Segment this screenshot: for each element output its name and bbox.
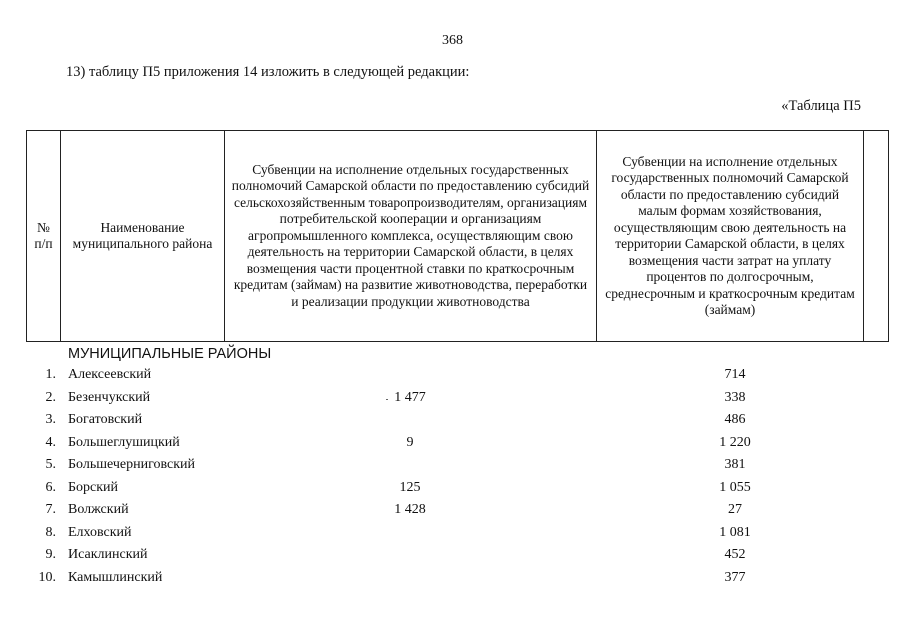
row-value-agro: 1 477 — [394, 389, 426, 405]
row-number: 3. — [45, 412, 56, 427]
row-value-small-business: 27 — [728, 502, 742, 517]
header-number-sign: № — [37, 219, 50, 235]
header-row — [27, 131, 889, 342]
scan-speck — [386, 399, 388, 400]
table-row — [0, 411, 905, 434]
row-value-agro: 125 — [399, 479, 421, 495]
row-district-name: Борский — [68, 479, 119, 495]
table-row — [0, 546, 905, 569]
table-body — [0, 366, 905, 591]
header-cell-subvention-agro: Субвенции на исполнение отдельных государственных полномочий Самарской области по предоставлению субсидий сельскохозяйственным товаропроизводителям, организациям потребительской кооперации и организациям агропромышленного комплекса, осуществляющим свою деятельность на территории Самарской области, в целях возмещения части процентной ставки по краткосрочным кредитам (займам) на развитие животноводства, переработки и реализации продукции животноводства — [225, 131, 597, 342]
row-number: 5. — [45, 457, 56, 472]
row-value-small-business: 486 — [724, 412, 746, 427]
row-value-agro: 1 428 — [394, 502, 426, 517]
table-row — [0, 501, 905, 524]
row-number: 1. — [45, 367, 56, 382]
table-row — [0, 366, 905, 389]
table-row — [0, 479, 905, 502]
row-district-name: Богатовский — [68, 412, 143, 427]
row-value-small-business: 338 — [724, 389, 746, 405]
intro-text: 13) таблицу П5 приложения 14 изложить в следующей редакции: — [66, 64, 470, 80]
row-district-name: Большечерниговский — [68, 457, 196, 472]
row-district-name: Безенчукский — [68, 389, 151, 405]
table-caption: «Таблица П5 — [781, 98, 861, 114]
row-district-name: Елховский — [68, 524, 132, 540]
table-header — [26, 130, 889, 342]
row-value-small-business: 1 081 — [719, 524, 751, 540]
header-cell-subvention-small-business: Субвенции на исполнение отдельных государственных полномочий Самарской области по предоставлению субсидий малым формам хозяйствования, осуществляющим свою деятельность на территории Самарской области, в целях возмещения части затрат на уплату процентов по долгосрочным, среднесрочным и краткосрочным кредитам (займам) — [597, 131, 864, 342]
header-cell-district-name: Наименование муниципального района — [61, 131, 225, 342]
row-district-name: Алексеевский — [68, 367, 152, 382]
header-cell-empty — [864, 131, 889, 342]
row-number: 2. — [45, 389, 56, 405]
row-value-small-business: 714 — [724, 367, 746, 382]
table-row — [0, 389, 905, 412]
row-value-small-business: 377 — [724, 569, 746, 585]
section-title: МУНИЦИПАЛЬНЫЕ РАЙОНЫ — [68, 346, 272, 362]
row-value-small-business: 1 055 — [719, 479, 751, 495]
row-value-small-business: 381 — [724, 457, 746, 472]
header-number-abbr: п/п — [34, 236, 53, 251]
table-row — [0, 569, 905, 592]
row-number: 8. — [45, 524, 56, 540]
row-value-small-business: 1 220 — [719, 434, 751, 450]
row-number: 7. — [45, 502, 56, 517]
row-value-small-business: 452 — [724, 547, 746, 562]
table-row — [0, 456, 905, 479]
table-row — [0, 524, 905, 547]
page-number: 368 — [442, 33, 463, 48]
row-number: 10. — [38, 569, 56, 585]
header-cell-number — [27, 131, 61, 342]
row-district-name: Камышлинский — [68, 569, 163, 585]
table-row — [0, 434, 905, 457]
row-district-name: Большеглушицкий — [68, 434, 180, 450]
row-number: 9. — [45, 547, 56, 562]
row-number: 6. — [45, 479, 56, 495]
row-number: 4. — [45, 434, 56, 450]
row-district-name: Исаклинский — [68, 547, 148, 562]
row-district-name: Волжский — [68, 502, 129, 517]
row-value-agro: 9 — [406, 434, 414, 450]
